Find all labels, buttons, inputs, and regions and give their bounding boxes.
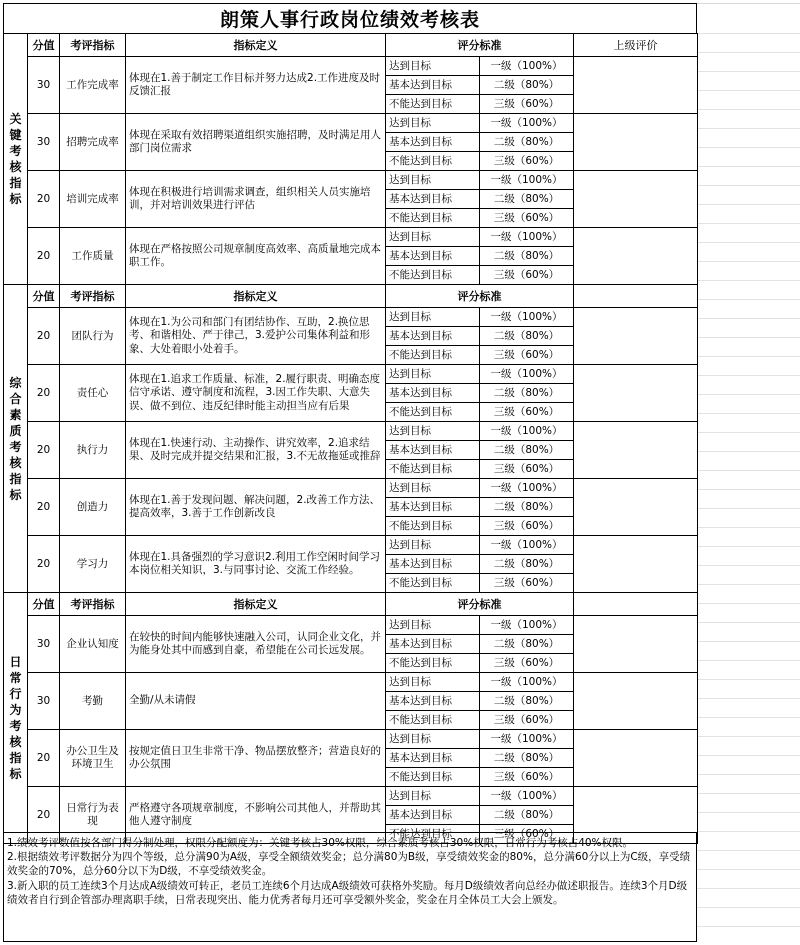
definition-cell[interactable]: 按规定值日卫生非常干净、物品摆放整齐；营造良好的办公氛围: [126, 730, 386, 787]
table-row: [4, 228, 698, 247]
score-cell[interactable]: 20: [28, 365, 60, 422]
level-cell[interactable]: 三级（60%）: [480, 95, 574, 114]
definition-cell[interactable]: 严格遵守各项规章制度，不影响公司其他人，并帮助其他人遵守制度: [126, 787, 386, 844]
criterion-cell[interactable]: 基本达到目标: [386, 441, 480, 460]
indicator-cell[interactable]: 日常行为表现: [60, 787, 126, 844]
criterion-cell[interactable]: 基本达到目标: [386, 384, 480, 403]
indicator-cell[interactable]: 责任心: [60, 365, 126, 422]
indicator-cell[interactable]: 创造力: [60, 479, 126, 536]
criterion-cell[interactable]: 不能达到目标: [386, 711, 480, 730]
criterion-cell[interactable]: 不能达到目标: [386, 95, 480, 114]
table-row: [4, 422, 698, 441]
criterion-cell[interactable]: 达到目标: [386, 171, 480, 190]
level-cell[interactable]: 三级（60%）: [480, 711, 574, 730]
header-definition[interactable]: 指标定义: [126, 593, 386, 616]
level-cell[interactable]: 一级（100%）: [480, 616, 574, 635]
superior-eval-cell[interactable]: [574, 228, 698, 285]
table-row: [4, 616, 698, 635]
definition-cell[interactable]: 体现在1.为公司和部门有团结协作、互助，2.换位思考、和谐相处、严于律己，3.爱护公司集体利益和形象、大处着眼小处着手。: [126, 308, 386, 365]
section-label[interactable]: [4, 34, 28, 285]
indicator-cell[interactable]: 工作质量: [60, 228, 126, 285]
header-score[interactable]: 分值: [28, 34, 60, 57]
indicator-cell[interactable]: 办公卫生及环境卫生: [60, 730, 126, 787]
indicator-cell[interactable]: 考勤: [60, 673, 126, 730]
note-2: 2.根据绩效考评数据分为四个等级，总分满90为A级，享受全额绩效奖金；总分满80为B级，享受绩效奖金的80%，总分满60分以上为C级，享受绩效奖金的70%，总分60分以下为D级，不享受绩效奖金。: [7, 851, 691, 878]
criterion-cell[interactable]: 不能达到目标: [386, 152, 480, 171]
score-cell[interactable]: 20: [28, 171, 60, 228]
superior-eval-cell[interactable]: [574, 57, 698, 114]
header-superior[interactable]: 上级评价: [574, 34, 698, 57]
header-score[interactable]: 分值: [28, 285, 60, 308]
table-row: [4, 308, 698, 327]
header-indicator[interactable]: 考评指标: [60, 285, 126, 308]
definition-cell[interactable]: 体现在1.具备强烈的学习意识2.利用工作空闲时间学习本岗位相关知识，3.与同事讨论、交流工作经验。: [126, 536, 386, 593]
definition-cell[interactable]: 在较快的时间内能够快速融入公司，认同企业文化，并为能身处其中而感到自豪，希望能在公司长远发展。: [126, 616, 386, 673]
table-row: [4, 673, 698, 692]
level-cell[interactable]: 一级（100%）: [480, 422, 574, 441]
criterion-cell[interactable]: 达到目标: [386, 228, 480, 247]
criterion-cell[interactable]: 达到目标: [386, 787, 480, 806]
superior-eval-cell[interactable]: [574, 536, 698, 593]
table-row: [4, 365, 698, 384]
criterion-cell[interactable]: 基本达到目标: [386, 76, 480, 95]
superior-eval-cell[interactable]: [574, 673, 698, 730]
header-superior[interactable]: [574, 593, 698, 616]
criterion-cell[interactable]: 基本达到目标: [386, 247, 480, 266]
header-standard[interactable]: 评分标准: [386, 34, 574, 57]
level-cell[interactable]: 三级（60%）: [480, 460, 574, 479]
criterion-cell[interactable]: 基本达到目标: [386, 692, 480, 711]
score-cell[interactable]: 20: [28, 787, 60, 844]
level-cell[interactable]: 二级（80%）: [480, 498, 574, 517]
score-cell[interactable]: 30: [28, 616, 60, 673]
superior-eval-cell[interactable]: [574, 114, 698, 171]
score-cell[interactable]: 30: [28, 114, 60, 171]
definition-cell[interactable]: 体现在1.快速行动、主动操作、讲究效率，2.追求结果、及时完成并提交结果和汇报，3.不无故拖延或推辞: [126, 422, 386, 479]
criterion-cell[interactable]: 基本达到目标: [386, 133, 480, 152]
section-header-row: [4, 34, 698, 57]
indicator-cell[interactable]: 工作完成率: [60, 57, 126, 114]
criterion-cell[interactable]: 不能达到目标: [386, 266, 480, 285]
criterion-cell[interactable]: 达到目标: [386, 673, 480, 692]
criterion-cell[interactable]: 达到目标: [386, 730, 480, 749]
table-row: [4, 536, 698, 555]
section-name: 关键考核指标: [9, 112, 22, 206]
superior-eval-cell[interactable]: [574, 730, 698, 787]
indicator-cell[interactable]: 培训完成率: [60, 171, 126, 228]
level-cell[interactable]: 二级（80%）: [480, 749, 574, 768]
table-row: [4, 479, 698, 498]
criterion-cell[interactable]: 基本达到目标: [386, 806, 480, 825]
table-row: [4, 787, 698, 806]
table-row: [4, 114, 698, 133]
level-cell[interactable]: 三级（60%）: [480, 574, 574, 593]
criterion-cell[interactable]: 达到目标: [386, 616, 480, 635]
criterion-cell[interactable]: 达到目标: [386, 536, 480, 555]
level-cell[interactable]: 三级（60%）: [480, 209, 574, 228]
criterion-cell[interactable]: 基本达到目标: [386, 498, 480, 517]
header-standard[interactable]: 评分标准: [386, 285, 574, 308]
level-cell[interactable]: 三级（60%）: [480, 654, 574, 673]
level-cell[interactable]: 一级（100%）: [480, 57, 574, 76]
criterion-cell[interactable]: 基本达到目标: [386, 190, 480, 209]
level-cell[interactable]: 二级（80%）: [480, 247, 574, 266]
level-cell[interactable]: 一级（100%）: [480, 228, 574, 247]
indicator-cell[interactable]: 团队行为: [60, 308, 126, 365]
score-cell[interactable]: 20: [28, 730, 60, 787]
definition-cell[interactable]: 体现在1.善于发现问题、解决问题，2.改善工作方法、提高效率，3.善于工作创新改良: [126, 479, 386, 536]
score-cell[interactable]: 20: [28, 536, 60, 593]
section-header-row: [4, 593, 698, 616]
table-row: [4, 57, 698, 76]
kpi-table: [3, 33, 698, 844]
criterion-cell[interactable]: 基本达到目标: [386, 635, 480, 654]
superior-eval-cell[interactable]: [574, 171, 698, 228]
section-name: 日常行为考核指标: [9, 655, 22, 781]
level-cell[interactable]: 三级（60%）: [480, 266, 574, 285]
level-cell[interactable]: 三级（60%）: [480, 517, 574, 536]
criterion-cell[interactable]: 达到目标: [386, 365, 480, 384]
level-cell[interactable]: 一级（100%）: [480, 730, 574, 749]
criterion-cell[interactable]: 不能达到目标: [386, 654, 480, 673]
note-1: 1.绩效考评数值按各部门得分制处理，权限分配额度为：关键考核占30%权限，综合素质考核占30%权限，日常行为考核占40%权限。: [7, 837, 634, 849]
level-cell[interactable]: 一级（100%）: [480, 536, 574, 555]
level-cell[interactable]: 三级（60%）: [480, 152, 574, 171]
superior-eval-cell[interactable]: [574, 422, 698, 479]
criterion-cell[interactable]: 达到目标: [386, 57, 480, 76]
score-cell[interactable]: 30: [28, 57, 60, 114]
header-superior[interactable]: [574, 285, 698, 308]
indicator-cell[interactable]: 招聘完成率: [60, 114, 126, 171]
header-indicator[interactable]: 考评指标: [60, 593, 126, 616]
level-cell[interactable]: 二级（80%）: [480, 133, 574, 152]
level-cell[interactable]: 三级（60%）: [480, 825, 574, 844]
criterion-cell[interactable]: 不能达到目标: [386, 517, 480, 536]
superior-eval-cell[interactable]: [574, 479, 698, 536]
level-cell[interactable]: 一级（100%）: [480, 479, 574, 498]
definition-cell[interactable]: 体现在积极进行培训需求调查，组织相关人员实施培训，并对培训效果进行评估: [126, 171, 386, 228]
definition-cell[interactable]: 体现在1.追求工作质量、标准，2.履行职责、明确态度信守承诺、遵守制度和流程，3.因工作失职、大意失误、做不到位、违反纪律时能主动担当应有后果: [126, 365, 386, 422]
level-cell[interactable]: 二级（80%）: [480, 635, 574, 654]
criterion-cell[interactable]: 基本达到目标: [386, 555, 480, 574]
section-label[interactable]: [4, 593, 28, 844]
level-cell[interactable]: 二级（80%）: [480, 190, 574, 209]
section-label[interactable]: [4, 285, 28, 593]
criterion-cell[interactable]: 达到目标: [386, 479, 480, 498]
level-cell[interactable]: 二级（80%）: [480, 384, 574, 403]
criterion-cell[interactable]: 不能达到目标: [386, 403, 480, 422]
level-cell[interactable]: 二级（80%）: [480, 327, 574, 346]
score-cell[interactable]: 30: [28, 673, 60, 730]
definition-cell[interactable]: 体现在采取有效招聘渠道组织实施招聘，及时满足用人部门岗位需求: [126, 114, 386, 171]
table-row: [4, 730, 698, 749]
criterion-cell[interactable]: 不能达到目标: [386, 209, 480, 228]
header-score[interactable]: 分值: [28, 593, 60, 616]
criterion-cell[interactable]: 不能达到目标: [386, 574, 480, 593]
header-definition[interactable]: 指标定义: [126, 285, 386, 308]
score-cell[interactable]: 20: [28, 422, 60, 479]
criterion-cell[interactable]: 基本达到目标: [386, 749, 480, 768]
indicator-cell[interactable]: 执行力: [60, 422, 126, 479]
level-cell[interactable]: 二级（80%）: [480, 692, 574, 711]
header-indicator[interactable]: 考评指标: [60, 34, 126, 57]
definition-cell[interactable]: 全勤/从未请假: [126, 673, 386, 730]
header-standard[interactable]: 评分标准: [386, 593, 574, 616]
note-3: 3.新入职的员工连续3个月达成A级绩效可转正，老员工连续6个月达成A级绩效可获格外奖励。每月D级绩效者向总经办做述职报告。连续3个月D级绩效者自行到企管部办理离职手续，日常表现突出、能力优秀者每月还可享受额外奖金，奖金在月全体员工大会上颁发。: [7, 879, 688, 906]
notes-block[interactable]: [3, 832, 697, 942]
level-cell[interactable]: 三级（60%）: [480, 768, 574, 787]
criterion-cell[interactable]: 达到目标: [386, 308, 480, 327]
score-cell[interactable]: 20: [28, 479, 60, 536]
level-cell[interactable]: 二级（80%）: [480, 555, 574, 574]
superior-eval-cell[interactable]: [574, 308, 698, 365]
definition-cell[interactable]: 体现在严格按照公司规章制度高效率、高质量地完成本职工作。: [126, 228, 386, 285]
section-header-row: [4, 285, 698, 308]
criterion-cell[interactable]: 基本达到目标: [386, 327, 480, 346]
criterion-cell[interactable]: 不能达到目标: [386, 825, 480, 844]
level-cell[interactable]: 一级（100%）: [480, 308, 574, 327]
superior-eval-cell[interactable]: [574, 616, 698, 673]
header-definition[interactable]: 指标定义: [126, 34, 386, 57]
level-cell[interactable]: 一级（100%）: [480, 365, 574, 384]
level-cell[interactable]: 三级（60%）: [480, 403, 574, 422]
score-cell[interactable]: 20: [28, 308, 60, 365]
table-row: [4, 171, 698, 190]
sheet-title[interactable]: 朗策人事行政岗位绩效考核表: [3, 3, 697, 34]
section-name: 综合素质考核指标: [9, 375, 22, 502]
level-cell[interactable]: 一级（100%）: [480, 673, 574, 692]
level-cell[interactable]: 一级（100%）: [480, 171, 574, 190]
score-cell[interactable]: 20: [28, 228, 60, 285]
grid-fill-right: [697, 33, 800, 942]
level-cell[interactable]: 二级（80%）: [480, 76, 574, 95]
criterion-cell[interactable]: 达到目标: [386, 114, 480, 133]
superior-eval-cell[interactable]: [574, 365, 698, 422]
criterion-cell[interactable]: 不能达到目标: [386, 460, 480, 479]
grid-fill: [697, 3, 800, 34]
level-cell[interactable]: 二级（80%）: [480, 441, 574, 460]
criterion-cell[interactable]: 不能达到目标: [386, 768, 480, 787]
criterion-cell[interactable]: 不能达到目标: [386, 346, 480, 365]
level-cell[interactable]: 一级（100%）: [480, 787, 574, 806]
indicator-cell[interactable]: 企业认知度: [60, 616, 126, 673]
criterion-cell[interactable]: 达到目标: [386, 422, 480, 441]
level-cell[interactable]: 一级（100%）: [480, 114, 574, 133]
level-cell[interactable]: 二级（80%）: [480, 806, 574, 825]
indicator-cell[interactable]: 学习力: [60, 536, 126, 593]
definition-cell[interactable]: 体现在1.善于制定工作目标并努力达成2.工作进度及时反馈汇报: [126, 57, 386, 114]
level-cell[interactable]: 三级（60%）: [480, 346, 574, 365]
